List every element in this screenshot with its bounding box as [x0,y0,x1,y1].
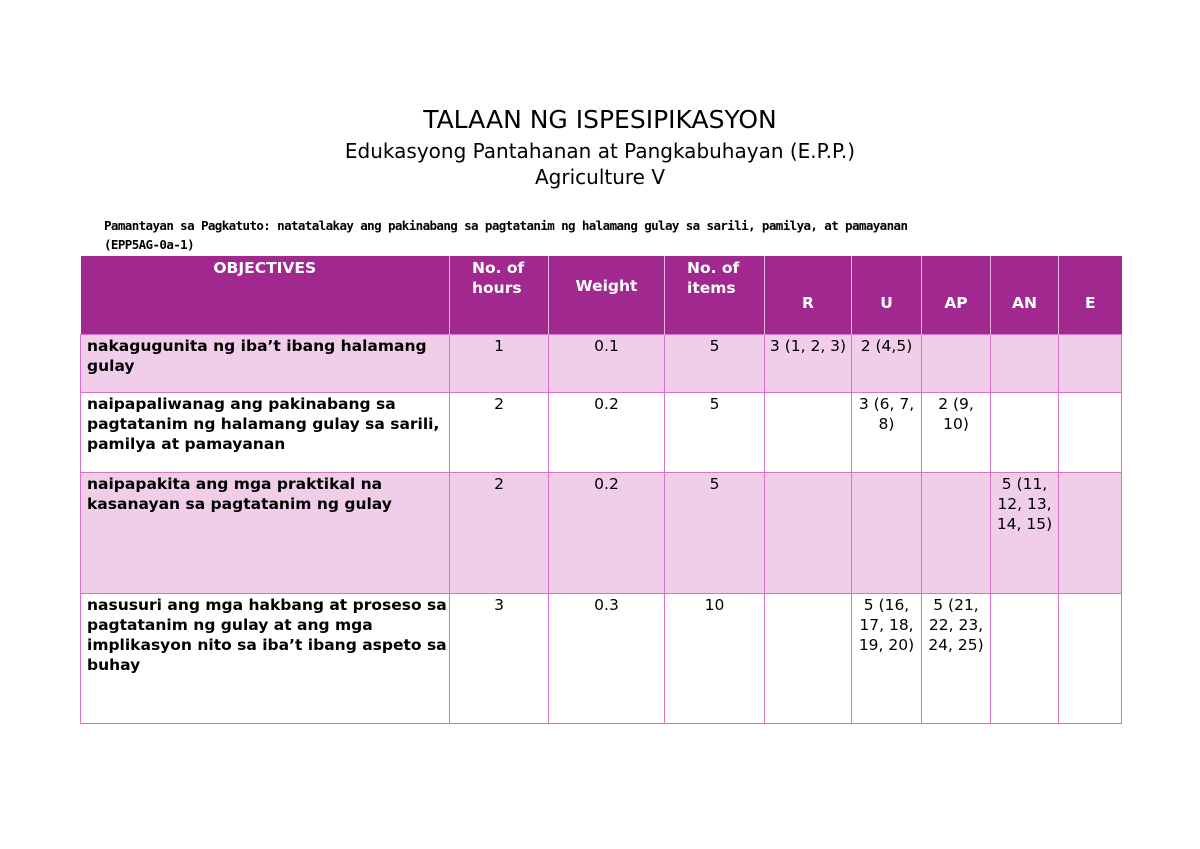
u-cell [852,473,922,594]
r-cell: 3 (1, 2, 3) [765,335,852,393]
objective-cell: naipapaliwanag ang pakinabang sa pagtatanim ng halamang gulay sa sarili, pamilya at pamayanan [81,393,450,473]
table-header-row [81,256,1122,335]
table-row [81,473,1122,594]
learning-standard [104,216,1104,254]
weight-cell: 0.1 [549,335,665,393]
ap-cell: 5 (21, 22, 23, 24, 25) [922,594,991,724]
weight-cell: 0.2 [549,393,665,473]
objective-cell: nasusuri ang mga hakbang at proseso sa pagtatanim ng gulay at ang mga implikasyon nito sa iba’t ibang aspeto sa buhay [81,594,450,724]
hours-cell: 2 [450,393,549,473]
items-cell: 5 [665,473,765,594]
r-cell [765,393,852,473]
header-hours [450,256,549,335]
items-cell: 5 [665,335,765,393]
header-weight: Weight [549,256,665,335]
ap-cell [922,473,991,594]
header-hours-text: No. of hours [472,259,525,297]
table-row [81,393,1122,473]
document-subtitle: Edukasyong Pantahanan at Pangkabuhayan (E.P.P.) [344,139,856,163]
header-u: U [852,256,922,335]
header-r: R [765,256,852,335]
e-cell [1059,393,1122,473]
header-ap: AP [922,256,991,335]
document-title: TALAAN NG ISPESIPIKASYON [423,105,777,134]
an-cell [991,393,1059,473]
hours-cell: 1 [450,335,549,393]
header-items [665,256,765,335]
learning-standard-code: (EPP5AG-0a-1) [104,237,195,252]
an-cell [991,335,1059,393]
document-grade: Agriculture V [534,165,666,189]
u-cell: 5 (16, 17, 18, 19, 20) [852,594,922,724]
e-cell [1059,335,1122,393]
hours-cell: 2 [450,473,549,594]
hours-cell: 3 [450,594,549,724]
objective-cell: nakagugunita ng iba’t ibang halamang gulay [81,335,450,393]
items-cell: 5 [665,393,765,473]
ap-cell: 2 (9, 10) [922,393,991,473]
header-e: E [1059,256,1122,335]
an-cell: 5 (11, 12, 13, 14, 15) [991,473,1059,594]
r-cell [765,594,852,724]
u-cell: 3 (6, 7, 8) [852,393,922,473]
e-cell [1059,473,1122,594]
weight-cell: 0.3 [549,594,665,724]
table-row [81,335,1122,393]
r-cell [765,473,852,594]
objective-cell: naipapakita ang mga praktikal na kasanayan sa pagtatanim ng gulay [81,473,450,594]
header-an: AN [991,256,1059,335]
an-cell [991,594,1059,724]
learning-standard-text: Pamantayan sa Pagkatuto: natatalakay ang pakinabang sa pagtatanim ng halamang gulay sa sarili, pamilya, at pamayanan [104,218,908,233]
header-items-text: No. of items [687,259,740,297]
header-objectives: OBJECTIVES [81,256,450,335]
items-cell: 10 [665,594,765,724]
ap-cell [922,335,991,393]
u-cell: 2 (4,5) [852,335,922,393]
weight-cell: 0.2 [549,473,665,594]
table-row [81,594,1122,724]
e-cell [1059,594,1122,724]
specification-table [80,256,1122,724]
